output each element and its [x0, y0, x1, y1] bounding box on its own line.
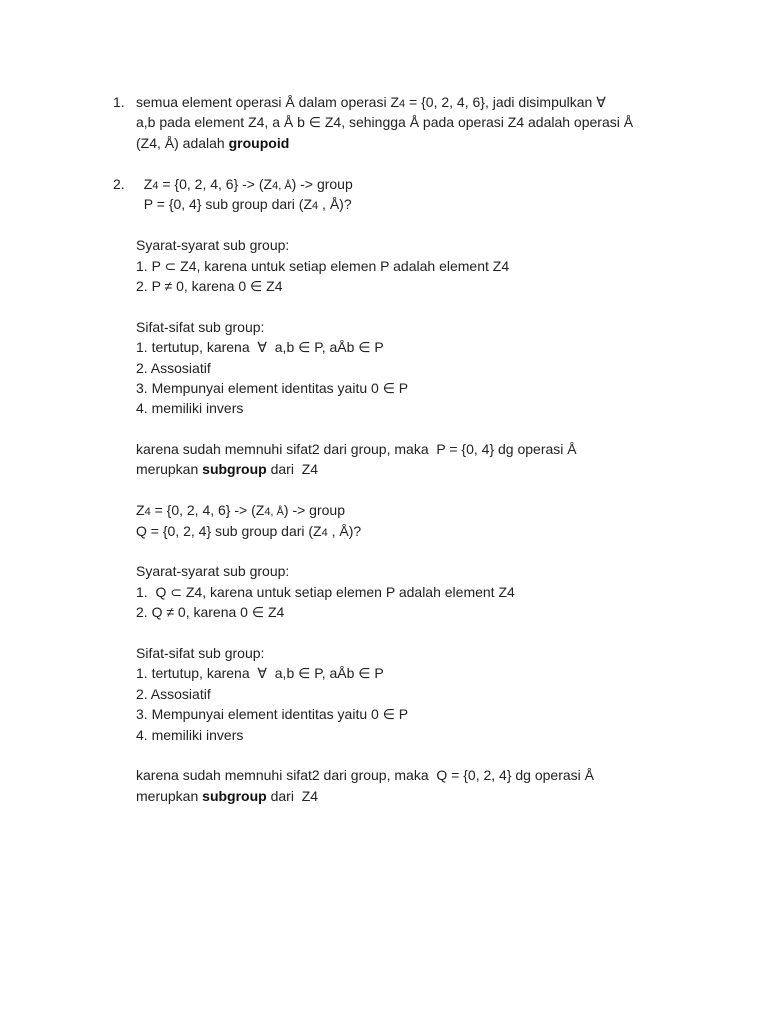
text-line: 1. tertutup, karena ∀ a,b ∈ P, aÅb ∈ P [136, 339, 384, 356]
text-line: karena sudah memnuhi sifat2 dari group, maka Q = {0, 2, 4} dg operasi Å [136, 767, 594, 784]
text-line: 3. Mempunyai element identitas yaitu 0 ∈ P [136, 706, 409, 723]
section-heading: Sifat-sifat sub group: [136, 318, 265, 335]
text-line: P = {0, 4} sub group dari (Z4 , Å)? [136, 196, 352, 213]
text-line: 3. Mempunyai element identitas yaitu 0 ∈ P [136, 379, 409, 396]
section-heading: Syarat-syarat sub group: [136, 563, 290, 580]
text-line: 4. memiliki invers [136, 400, 244, 417]
text-line: 4. memiliki invers [136, 726, 244, 743]
list-item-body [136, 92, 673, 153]
section-heading: Sifat-sifat sub group: [136, 644, 265, 661]
bold-term: subgroup [202, 787, 267, 804]
text-line: (Z4, Å) adalah groupoid [136, 134, 290, 151]
text-line: merupkan subgroup dari Z4 [136, 461, 319, 478]
text-line: 1. Q ⊂ Z4, karena untuk setiap elemen P adalah element Z4 [136, 583, 515, 600]
text-line: merupkan subgroup dari Z4 [136, 787, 319, 804]
text-line: a,b pada element Z4, a Å b ∈ Z4, sehingga Å pada operasi Z4 adalah operasi Å [136, 114, 634, 131]
text-line: 2. Assosiatif [136, 359, 211, 376]
list-number: 1. [113, 94, 125, 110]
bold-term: subgroup [202, 461, 267, 478]
text-line: 2. Assosiatif [136, 685, 211, 702]
list-number: 2. [113, 176, 125, 192]
text-line: Z4 = {0, 2, 4, 6} -> (Z4, Å) -> group [136, 176, 353, 192]
section-heading: Syarat-syarat sub group: [136, 237, 290, 254]
text-line: Z4 = {0, 2, 4, 6} -> (Z4, Å) -> group [136, 502, 345, 519]
text-line: karena sudah memnuhi sifat2 dari group, maka P = {0, 4} dg operasi Å [136, 441, 577, 458]
list-item-body [136, 174, 673, 806]
text-line: semua element operasi Å dalam operasi Z4 = {0, 2, 4, 6}, jadi disimpulkan ∀ [136, 94, 606, 110]
text-line: Q = {0, 2, 4} sub group dari (Z4 , Å)? [136, 522, 362, 539]
text-line: 1. P ⊂ Z4, karena untuk setiap elemen P adalah element Z4 [136, 257, 510, 274]
text-line: 2. P ≠ 0, karena 0 ∈ Z4 [136, 277, 283, 294]
bold-term: groupoid [228, 134, 290, 151]
text-line: 1. tertutup, karena ∀ a,b ∈ P, aÅb ∈ P [136, 665, 384, 682]
text-line: 2. Q ≠ 0, karena 0 ∈ Z4 [136, 604, 285, 621]
